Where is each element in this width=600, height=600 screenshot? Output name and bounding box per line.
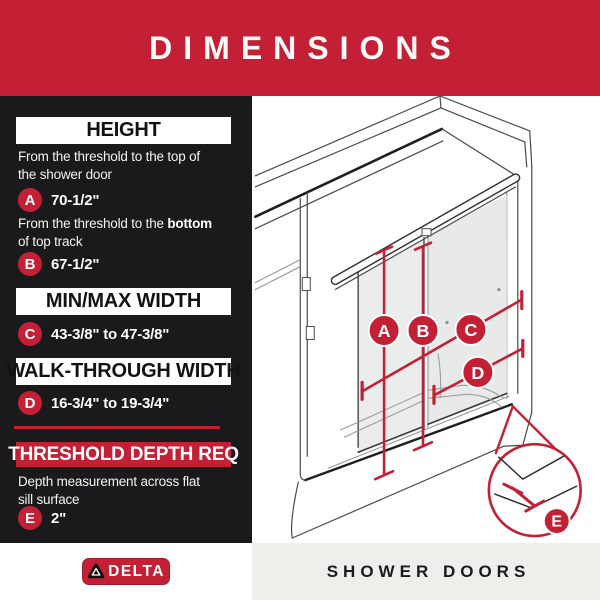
diagram-label-b: B <box>416 320 430 341</box>
diagram-label-d: D <box>471 362 485 383</box>
diagram-label-e: E <box>551 513 563 531</box>
spec-row-e <box>18 506 66 530</box>
spec-row-b <box>18 252 99 276</box>
walkthrough-header-label: WALK-THROUGH WIDTH <box>6 360 241 382</box>
diagram-label-c: C <box>464 319 478 340</box>
section-divider <box>14 426 220 429</box>
value-e: 2" <box>51 509 67 527</box>
threshold-section-header <box>8 442 239 467</box>
badge-e: E <box>18 506 42 530</box>
minmax-section-header <box>16 288 231 315</box>
value-a: 70-1/2" <box>51 191 100 209</box>
badge-a: A <box>18 188 42 212</box>
footer-category-label: SHOWER DOORS <box>326 561 531 581</box>
minmax-header-label: MIN/MAX WIDTH <box>45 290 202 312</box>
value-d: 16-3/4" to 19-3/4" <box>51 394 170 412</box>
height-header-label: HEIGHT <box>86 119 161 141</box>
shower-door-diagram <box>252 96 600 543</box>
threshold-description: Depth measurement across flat sill surface <box>18 474 200 507</box>
height-section-header <box>16 117 231 144</box>
delta-logo <box>82 558 170 585</box>
value-c: 43-3/8" to 47-3/8" <box>51 325 170 343</box>
badge-c: C <box>18 322 42 346</box>
threshold-header-label: THRESHOLD DEPTH REQ <box>8 443 239 465</box>
badge-b: B <box>18 252 42 276</box>
specs-panel <box>0 96 252 543</box>
delta-wordmark: DELTA <box>108 562 165 580</box>
walkthrough-section-header <box>6 358 241 385</box>
banner <box>0 0 600 96</box>
delta-triangle-icon <box>87 562 105 581</box>
spec-row-a <box>18 188 99 212</box>
footer-brand-area <box>0 543 252 600</box>
height-b-description: From the threshold to the bottom of top track <box>18 216 212 249</box>
diagram-label-a: A <box>377 320 391 341</box>
badge-d: D <box>18 391 42 415</box>
page-title: DIMENSIONS <box>149 29 462 66</box>
diagram-svg <box>252 96 600 543</box>
height-a-description: From the threshold to the top of the shower door <box>18 149 200 182</box>
footer-category-area <box>252 543 600 600</box>
spec-row-c <box>18 322 169 346</box>
value-b: 67-1/2" <box>51 255 100 273</box>
spec-row-d <box>18 391 169 415</box>
